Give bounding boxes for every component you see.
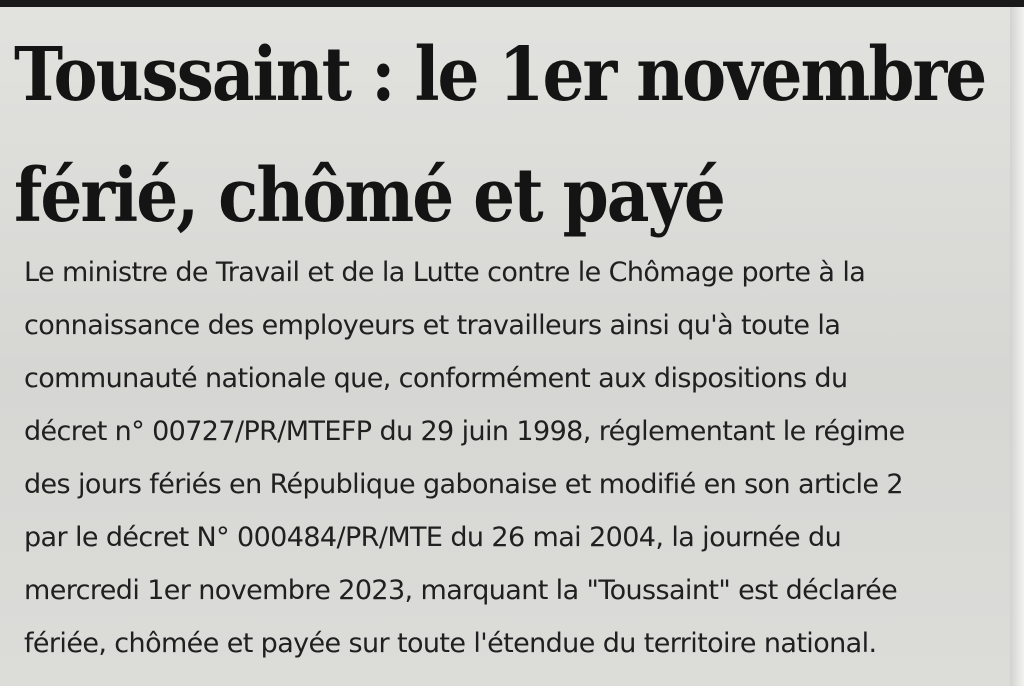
headline-line: férié, chômé et payé <box>14 151 724 240</box>
body-line: décret n° 00727/PR/MTEFP du 29 juin 1998, réglementant le régime <box>24 416 905 447</box>
body-line: communauté nationale que, conformément aux dispositions du <box>24 363 848 394</box>
headline-line: Toussaint : le 1er novembre <box>14 30 986 119</box>
body-line: connaissance des employeurs et travailleurs ainsi qu'à toute la <box>24 310 841 341</box>
top-rule <box>0 0 1024 7</box>
body-line: mercredi 1er novembre 2023, marquant la "Toussaint" est déclarée <box>24 575 898 606</box>
body-line: fériée, chômée et payée sur toute l'étendue du territoire national. <box>24 628 877 659</box>
body-line: des jours fériés en République gabonaise et modifié en son article 2 <box>24 469 904 500</box>
page-edge <box>1010 7 1024 686</box>
body-line: Le ministre de Travail et de la Lutte contre le Chômage porte à la <box>24 257 866 288</box>
article-body <box>24 246 994 670</box>
body-line: par le décret N° 000484/PR/MTE du 26 mai 2004, la journée du <box>24 522 842 553</box>
headline <box>14 14 1004 256</box>
